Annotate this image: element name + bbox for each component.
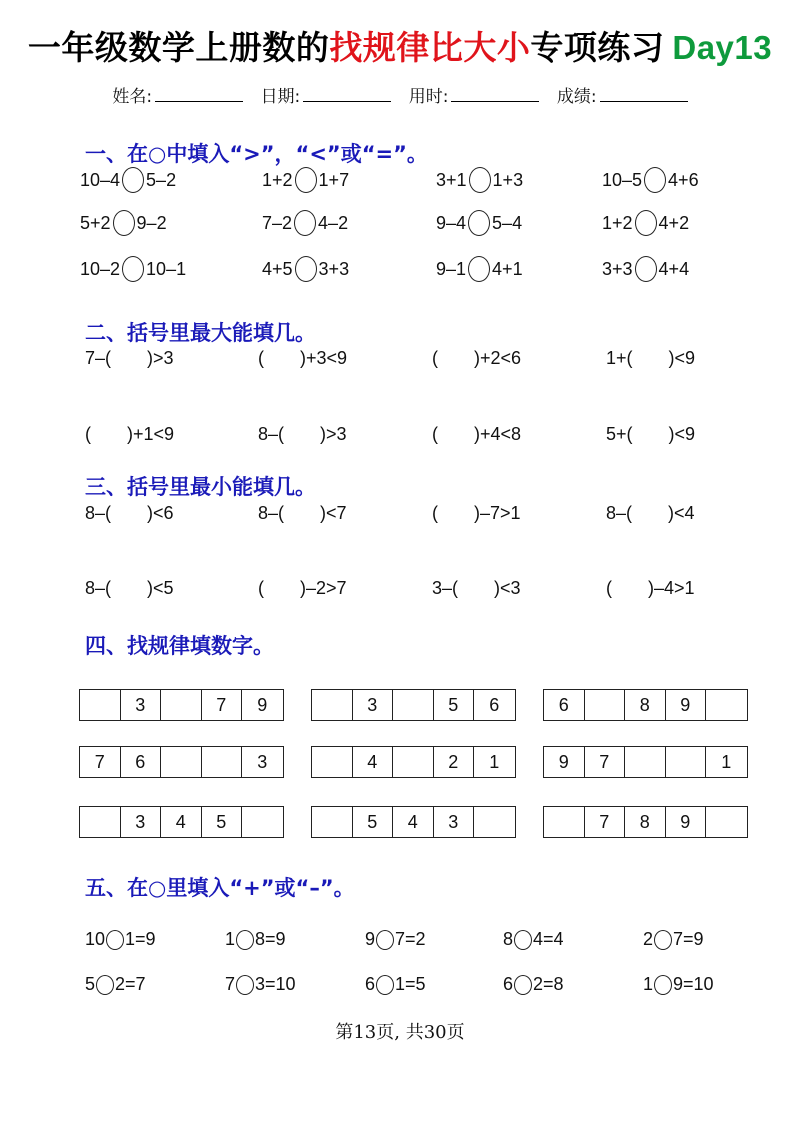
paren-left: 8–( [606,503,633,523]
sequence-box [543,746,748,778]
right-expression: 9–2 [136,212,167,233]
blank-cell[interactable] [312,807,353,837]
blank-cell[interactable] [161,690,202,720]
paren-left: ( [432,503,438,523]
number-cell: 6 [544,690,585,720]
paren-right: )–7>1 [474,503,521,523]
paren-item [432,424,521,445]
paren-item [432,348,521,369]
right-expression: 5–2 [146,169,177,190]
number-cell: 7 [585,747,626,777]
left-expression: 1+2 [262,169,293,190]
left-number: 7 [225,974,236,994]
paren-item [85,348,174,369]
right-equation: 1=9 [125,929,156,949]
blank-cell[interactable] [80,807,121,837]
operator-item [503,974,564,995]
answer-circle[interactable] [635,210,657,236]
compare-item [262,167,349,193]
date-field[interactable] [261,87,392,107]
left-number: 6 [365,974,376,994]
right-equation: 3=10 [255,974,296,994]
number-cell: 1 [489,752,500,772]
name-label: 姓名: [112,87,153,107]
compare-item [436,256,523,282]
compare-item [602,167,699,193]
paren-left: 8–( [258,424,285,444]
operator-item [225,929,286,950]
paren-item [85,578,174,599]
right-expression: 1+7 [318,169,350,190]
blank-cell[interactable] [544,807,585,837]
paren-right: )>3 [320,424,347,444]
left-expression: 5+2 [80,212,111,233]
sequence-box [543,806,748,838]
paren-item [258,503,347,524]
right-equation: 2=7 [115,974,146,994]
left-expression: 9–1 [436,258,467,279]
operator-item [643,974,714,995]
paren-left: ( [432,348,438,368]
blank-cell[interactable] [202,747,243,777]
answer-circle[interactable] [644,167,666,193]
number-cell: 7 [585,807,626,837]
operator-item [365,929,426,950]
number-cell: 7 [202,690,243,720]
number-cell: 6 [121,747,162,777]
sequence-box [311,806,516,838]
title-part1: 一年级数学上册数的 [27,28,330,67]
compare-item [262,256,349,282]
time-field[interactable] [409,87,540,107]
right-expression: 3+3 [318,258,350,279]
answer-circle[interactable] [295,256,317,282]
number-cell: 9 [544,747,585,777]
number-cell: 5 [202,807,243,837]
page-footer: 第13页, 共30页 [335,1022,465,1043]
right-equation: 4=4 [533,929,564,949]
compare-item [602,210,689,236]
paren-left: 3–( [432,578,459,598]
blank-cell[interactable] [80,690,121,720]
section-1-title: 一、在○中填入“>”，“<”或“=”。 [85,142,428,166]
blank-cell[interactable] [585,690,626,720]
left-expression: 3+3 [602,258,633,279]
left-number: 1 [643,974,654,994]
operator-circle[interactable] [654,975,672,995]
number-cell: 3 [257,752,268,772]
paren-right: )–2>7 [300,578,347,598]
paren-right: )<4 [668,503,695,523]
blank-cell[interactable] [312,690,353,720]
paren-right: )<9 [668,348,696,368]
sequence-box [311,689,516,721]
paren-right: )+2<6 [474,348,522,368]
paren-item [85,424,174,445]
title-highlight: 找规律比大小 [329,28,531,67]
number-cell: 4 [393,807,434,837]
operator-circle[interactable] [514,930,532,950]
compare-item [80,256,186,282]
paren-left: ( [606,578,612,598]
right-expression: 1+3 [492,169,524,190]
blank-cell[interactable] [706,807,747,837]
operator-item [643,929,704,950]
operator-circle[interactable] [236,975,254,995]
operator-item [503,929,564,950]
compare-item [262,210,348,236]
paren-left: 1+( [606,348,633,368]
answer-circle[interactable] [468,256,490,282]
paren-right: )<5 [147,578,174,598]
paren-item [606,424,695,445]
paren-left: 7–( [85,348,112,368]
score-field[interactable] [557,87,688,107]
section-2-title: 二、括号里最大能填几。 [85,321,316,345]
score-label: 成绩: [556,87,597,107]
sequence-box [543,689,748,721]
right-expression: 4+6 [668,169,699,190]
paren-left: ( [85,424,91,444]
answer-circle[interactable] [122,256,144,282]
paren-left: 8–( [258,503,285,523]
paren-item [85,503,174,524]
number-cell: 5 [434,690,475,720]
operator-circle[interactable] [236,930,254,950]
left-number: 6 [503,974,514,994]
left-expression: 10–4 [80,169,121,190]
name-blank[interactable] [155,89,243,102]
right-equation: 9=10 [673,974,714,994]
left-number: 9 [365,929,376,949]
left-expression: 10–5 [602,169,643,190]
date-label: 日期: [260,87,301,107]
title-part3: 专项练习 [530,28,665,67]
score-blank[interactable] [600,89,688,102]
answer-circle[interactable] [294,210,316,236]
right-expression: 4–2 [318,212,349,233]
number-cell: 8 [625,690,666,720]
left-expression: 1+2 [602,212,633,233]
paren-right: )–4>1 [648,578,695,598]
sequence-box [311,746,516,778]
left-number: 2 [643,929,654,949]
paren-left: 8–( [85,578,112,598]
paren-item [432,503,521,524]
number-cell: 3 [353,690,394,720]
operator-item [85,929,156,950]
date-blank[interactable] [303,89,391,102]
number-cell: 5 [353,807,394,837]
section-4-title: 四、找规律填数字。 [85,634,274,658]
blank-cell[interactable] [242,807,283,837]
paren-left: ( [258,578,264,598]
left-expression: 4+5 [262,258,293,279]
blank-cell[interactable] [161,747,202,777]
number-cell: 3 [121,690,162,720]
right-equation: 7=2 [395,929,426,949]
compare-item [436,210,522,236]
paren-left: ( [432,424,438,444]
operator-item [365,974,426,995]
blank-cell[interactable] [312,747,353,777]
left-number: 8 [503,929,514,949]
number-cell: 2 [434,747,475,777]
number-cell: 4 [161,807,202,837]
paren-item [258,424,347,445]
section-3-title: 三、括号里最小能填几。 [85,475,316,499]
sequence-box [79,806,284,838]
number-cell: 3 [434,807,475,837]
answer-circle[interactable] [468,210,490,236]
operator-item [225,974,296,995]
number-cell: 9 [666,690,707,720]
answer-circle[interactable] [635,256,657,282]
paren-right: )+4<8 [474,424,522,444]
time-blank[interactable] [451,89,539,102]
paren-item [258,348,347,369]
number-cell: 9 [257,695,268,715]
compare-item [436,167,523,193]
blank-cell[interactable] [393,690,434,720]
paren-item [606,503,695,524]
blank-cell[interactable] [706,690,747,720]
left-expression: 7–2 [262,212,293,233]
right-expression: 4+1 [492,258,523,279]
paren-right: )<6 [147,503,174,523]
paren-right: )<7 [320,503,347,523]
number-cell: 9 [666,807,707,837]
right-equation: 1=5 [395,974,426,994]
operator-item [85,974,146,995]
right-expression: 4+2 [658,212,690,233]
operator-circle[interactable] [514,975,532,995]
paren-item [258,578,347,599]
right-equation: 7=9 [673,929,704,949]
right-expression: 10–1 [146,258,187,279]
paren-right: )>3 [147,348,174,368]
left-expression: 10–2 [80,258,121,279]
answer-circle[interactable] [113,210,135,236]
operator-circle[interactable] [654,930,672,950]
left-expression: 9–4 [436,212,467,233]
name-field[interactable] [112,87,243,107]
compare-item [80,167,176,193]
paren-left: ( [258,348,264,368]
blank-cell[interactable] [625,747,666,777]
number-cell: 3 [121,807,162,837]
paren-item [606,578,695,599]
paren-right: )+3<9 [300,348,348,368]
number-cell: 4 [353,747,394,777]
student-info-row [0,82,800,107]
time-label: 用时: [408,87,449,107]
operator-circle[interactable] [376,930,394,950]
paren-right: )+1<9 [127,424,175,444]
section-5-title: 五、在○里填入“+”或“–”。 [85,876,355,900]
left-number: 10 [85,929,106,949]
answer-circle[interactable] [469,167,491,193]
paren-left: 8–( [85,503,112,523]
left-number: 1 [225,929,236,949]
right-expression: 4+4 [658,258,690,279]
blank-cell[interactable] [393,747,434,777]
operator-circle[interactable] [376,975,394,995]
answer-circle[interactable] [295,167,317,193]
compare-item [80,210,167,236]
paren-left: 5+( [606,424,633,444]
operator-circle[interactable] [96,975,114,995]
number-cell: 6 [489,695,500,715]
paren-item [432,578,521,599]
compare-item [602,256,689,282]
left-expression: 3+1 [436,169,467,190]
paren-right: )<3 [494,578,521,598]
right-equation: 2=8 [533,974,564,994]
sequence-box [79,689,284,721]
paren-right: )<9 [668,424,696,444]
blank-cell[interactable] [666,747,707,777]
right-expression: 5–4 [492,212,523,233]
right-equation: 8=9 [255,929,286,949]
number-cell: 1 [721,752,732,772]
left-number: 5 [85,974,96,994]
paren-item [606,348,695,369]
operator-circle[interactable] [106,930,124,950]
answer-circle[interactable] [122,167,144,193]
sequence-box [79,746,284,778]
page-title [0,22,800,69]
title-day: Day13 [672,29,773,66]
blank-cell[interactable] [474,807,515,837]
number-cell: 7 [80,747,121,777]
number-cell: 8 [625,807,666,837]
